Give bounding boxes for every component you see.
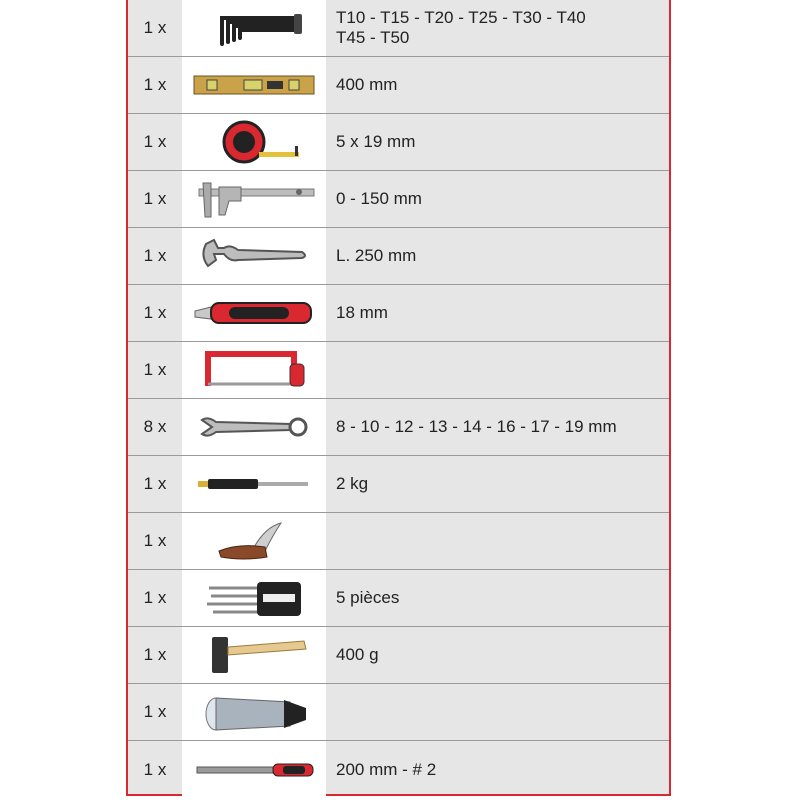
description-line: T45 - T50 [336,28,410,47]
description [326,57,669,113]
description [326,228,669,284]
quantity: 1 x [143,645,167,664]
description [326,399,669,455]
quantity: 1 x [143,303,167,322]
quantity: 1 x [143,75,167,94]
flashlight-icon [182,684,326,740]
description-line: 200 mm - # 2 [336,759,437,779]
magnetic-pickup-tool-icon [182,456,326,512]
table-row [128,627,669,684]
description [326,741,669,798]
description [326,684,669,740]
quantity: 1 x [143,531,167,550]
description-line: 5 x 19 mm [336,132,416,151]
torx-key-set-icon [182,0,326,56]
hacksaw-icon [182,342,326,398]
pruning-knife-icon [182,513,326,569]
combination-wrench-icon [182,399,326,455]
table-row [128,513,669,570]
description-line: T10 - T15 - T20 - T25 - T30 - T40 [336,8,586,27]
chisel-punch-set-icon [182,570,326,626]
description [326,285,669,341]
table-row [128,456,669,513]
description-line: 400 g [336,645,379,664]
description [326,0,669,56]
description-line: 5 pièces [336,588,400,607]
description-line: 8 - 10 - 12 - 13 - 14 - 16 - 17 - 19 mm [336,417,617,436]
description [326,342,669,398]
quantity: 1 x [143,132,167,151]
table-row [128,741,669,798]
table-row [128,114,669,171]
quantity: 1 x [143,360,167,379]
hammer-icon [182,627,326,683]
quantity: 1 x [143,474,167,493]
quantity: 1 x [143,18,167,37]
tape-measure-icon [182,114,326,170]
table-row [128,342,669,399]
description-line: L. 250 mm [336,246,417,265]
table-row [128,285,669,342]
table-row [128,399,669,456]
description [326,171,669,227]
description [326,570,669,626]
table-row [128,57,669,114]
quantity: 1 x [143,759,167,779]
description [326,456,669,512]
description [326,627,669,683]
description-line: 2 kg [336,474,369,493]
table-row [128,0,669,57]
description [326,114,669,170]
table-row [128,570,669,627]
description-line: 18 mm [336,303,388,322]
quantity: 1 x [143,246,167,265]
caliper-icon [182,171,326,227]
quantity: 8 x [143,417,167,436]
utility-knife-icon [182,285,326,341]
adjustable-wrench-icon [182,228,326,284]
quantity: 1 x [143,588,167,607]
spirit-level-icon [182,57,326,113]
table-row [128,171,669,228]
tool-kit-table [126,0,671,796]
description-line: 0 - 150 mm [336,189,422,208]
file-tool-icon [182,741,326,798]
quantity: 1 x [143,189,167,208]
description-line: 400 mm [336,75,398,94]
description [326,513,669,569]
table-row [128,684,669,741]
quantity: 1 x [143,702,167,721]
table-row [128,228,669,285]
